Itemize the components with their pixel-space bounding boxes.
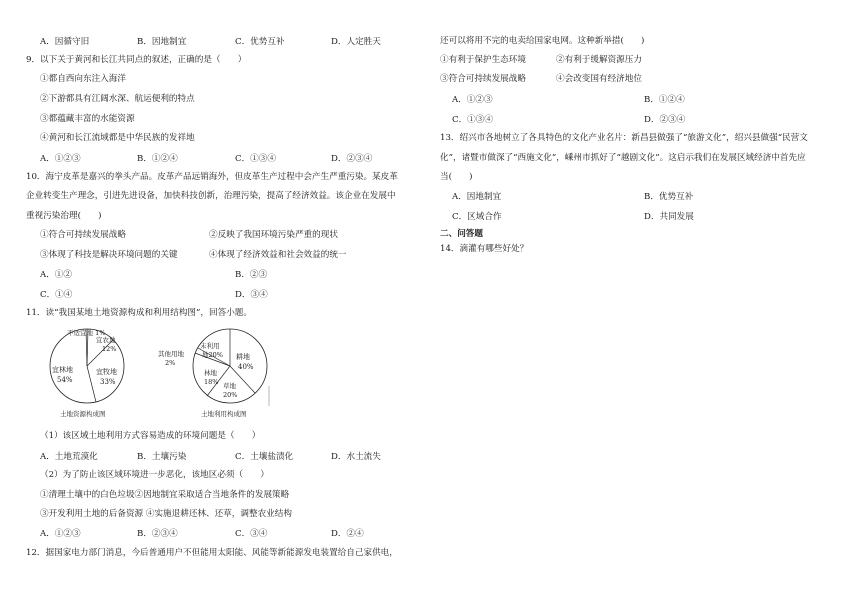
q13-option-c: C．区域合作 (452, 212, 502, 222)
q12-item-4: ④会改变国有经济地位 (556, 74, 642, 84)
q11-sub2-items-line-1: ①清理土壤中的白色垃圾②因地制宜采取适合当地条件的发展策略 (40, 490, 290, 500)
q12-item-2: ②有利于缓解资源压力 (556, 55, 642, 65)
q11-stem: 11．读“我国某地土地资源构成和利用结构图”，回答小题。 (26, 308, 252, 318)
q10-option-d: D．③④ (235, 290, 268, 300)
q10-item-4: ④体现了经济效益和社会效益的统一 (209, 250, 347, 260)
q9-stem: 9．以下关于黄河和长江共同点的叙述，正确的是（ ） (26, 55, 247, 65)
q13-option-a: A．因地制宜 (452, 192, 502, 202)
pie1-caption: 土地资源构成图 (60, 410, 106, 418)
q11-sub2-option-a: A．①②③ (40, 529, 81, 539)
q8-option-d: D．人定胜天 (331, 37, 381, 47)
q12-stem-line-1: 12．据国家电力部门消息，今后普通用户不但能用太阳能、风能等新能源发电装置给自己家供电， (26, 548, 398, 558)
q10-item-2: ②反映了我国环境污染严重的现状 (209, 230, 338, 240)
pie1-label-unsuitable: 不适宜地 1% (67, 329, 106, 337)
q10-item-1: ①符合可持续发展战略 (40, 230, 126, 240)
q13-option-b: B．优势互补 (644, 192, 694, 202)
q9-item-4: ④黄河和长江流域都是中华民族的发祥地 (40, 133, 195, 143)
q8-option-c: C．优势互补 (235, 37, 285, 47)
q12-option-d: D．②③④ (644, 115, 686, 125)
pie2-label-cropland: 耕地 (236, 353, 250, 361)
section-heading-qa: 二、问答题 (440, 229, 483, 239)
q11-sub1-option-a: A．土地荒漠化 (40, 452, 98, 462)
pie1-label-farm: 宜农地 (96, 336, 116, 344)
q12-item-3: ③符合可持续发展战略 (440, 74, 526, 84)
pie2-value-cropland: 40% (238, 363, 254, 371)
q11-sub2-option-d: D．②④ (331, 529, 364, 539)
q12-option-c: C．①③④ (452, 115, 493, 125)
q10-option-b: B．②③ (235, 270, 268, 280)
q12-option-b: B．①②④ (644, 95, 685, 105)
pie2-value-other: 2% (165, 359, 176, 367)
q11-sub2-option-c: C．③④ (235, 529, 268, 539)
q11-sub1-option-d: D．水土流失 (331, 452, 381, 462)
pie2-value-unused: 地20% (202, 351, 223, 359)
land-pie-charts-figure (40, 322, 270, 422)
land-use-pie (158, 329, 269, 418)
q10-item-3: ③体现了科技是解决环境问题的关键 (40, 250, 178, 260)
q12-stem-line-2: 还可以将用不完的电卖给国家电网。这种新举措( ) (440, 36, 645, 46)
q11-sub2-items-line-2: ③开发利用土地的后备资源 ④实施退耕还林、还草，调整农业结构 (40, 509, 292, 519)
pie2-caption: 土地利用构成图 (201, 410, 247, 418)
q14-stem: 14．滴灌有哪些好处？ (440, 244, 529, 254)
q13-stem-line-2: 化”，诸暨市做深了“西施文化”，嵊州市抓好了“越剧文化”。这启示我们在发展区域经济中首先应 (440, 153, 806, 163)
pie2-label-woodland: 林地 (204, 369, 217, 377)
q10-option-a: A．①② (40, 270, 72, 280)
q8-option-b: B．因地制宜 (137, 37, 187, 47)
pie1-label-forest: 宜林地 (52, 366, 73, 374)
pie1-value-forest: 54% (57, 376, 73, 384)
q9-item-3: ③都蕴藏丰富的水能资源 (40, 114, 135, 124)
q13-stem-line-1: 13．绍兴市各地树立了各具特色的文化产业名片：新昌县做强了“旅游文化”，绍兴县做强“民营文 (440, 133, 808, 143)
pie1-value-pasture: 33% (100, 378, 116, 386)
q9-option-c: C．①③④ (235, 154, 276, 164)
pie1-label-pasture: 宜牧地 (96, 368, 117, 376)
q11-sub1-option-c: C．土壤盐渍化 (235, 452, 294, 462)
q12-option-a: A．①②③ (452, 95, 493, 105)
q10-stem-line-2: 企业转变生产理念，引进先进设备，加快科技创新，治理污染，提高了经济效益。该企业在发展中 (26, 191, 396, 201)
pie2-label-grassland: 草地 (223, 382, 236, 390)
q11-sub1-option-b: B．土壤污染 (137, 452, 187, 462)
q10-stem-line-3: 重视污染治理( ) (26, 211, 102, 221)
land-resource-pie (50, 328, 124, 418)
q9-option-b: B．①②④ (137, 154, 178, 164)
q9-option-a: A．①②③ (40, 154, 81, 164)
q9-option-d: D．②③④ (331, 154, 373, 164)
q10-option-c: C．①④ (40, 290, 73, 300)
pie2-label-other: 其他用地 (158, 350, 184, 358)
q9-item-2: ②下游都具有江阔水深、航运便利的特点 (40, 94, 195, 104)
pie2-label-unused: 未利用 (200, 342, 220, 350)
pie2-value-woodland: 18% (204, 378, 219, 386)
q12-item-1: ①有利于保护生态环境 (440, 55, 526, 65)
q8-option-a: A．因循守旧 (40, 37, 90, 47)
q11-sub1-stem: （1）该区域土地利用方式容易造成的环境问题是（ ） (40, 431, 261, 441)
q10-stem-line-1: 10．海宁皮革是嘉兴的拳头产品。皮革产品远销海外，但皮革生产过程中会产生严重污染。某皮革 (26, 172, 398, 182)
q11-sub2-option-b: B．②③④ (137, 529, 178, 539)
q13-stem-line-3: 当( ) (440, 172, 473, 182)
q11-sub2-stem: （2）为了防止该区域环境进一步恶化，该地区必须（ ） (40, 470, 269, 480)
q13-option-d: D．共同发展 (644, 212, 694, 222)
pie1-value-farm: 12% (102, 345, 117, 353)
q9-item-1: ①都自西向东注入海洋 (40, 74, 126, 84)
pie2-value-grassland: 20% (223, 391, 238, 399)
